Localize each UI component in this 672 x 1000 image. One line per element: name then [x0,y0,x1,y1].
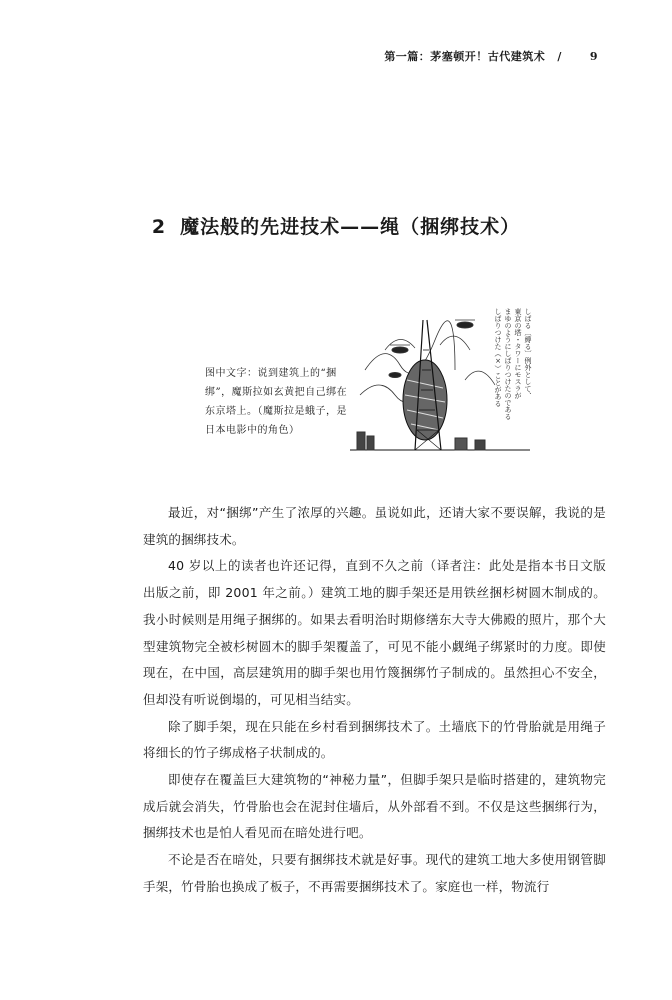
running-header [384,48,598,64]
page-number: 9 [589,50,598,63]
section-number: 2 [151,216,167,238]
section-heading [0,212,672,239]
body-text [143,500,606,901]
figure-japanese-line: まゆのようにしばりつけたのである [504,308,512,420]
figure-japanese-line: しばる〔縛る〕例外として、 [524,308,532,399]
figure-japanese-line: しばりつけた（×）ことがある [494,308,502,407]
figure-japanese-line: 東京の塔・タワーにモスラが [514,308,522,399]
paragraph: 不论是否在暗处，只要有捆绑技术就是好事。现代的建筑工地大多使用钢管脚手架，竹骨胎也换成了板子，不再需要捆绑技术了。家庭也一样，物流行 [143,852,606,894]
paragraph: 最近，对“捆绑”产生了浓厚的兴趣。虽说如此，还请大家不要误解，我说的是建筑的捆绑技术。 [143,505,606,547]
chapter-title: 第一篇：茅塞顿开！古代建筑术 [384,50,546,63]
paragraph: 40 岁以上的读者也许还记得，直到不久之前（译者注：此处是指本书日文版出版之前，即 2001 年之前。）建筑工地的脚手架还是用铁丝捆杉树圆木制成的。我小时候则是用绳子捆绑的。如果去看明治时期修缮东大寺大佛殿的照片，那个大型建筑物完全被杉树圆木的脚手架覆盖了，可见不能小觑绳子绑紧时的力度。即使现在，在中国，高层建筑用的脚手架也用竹篾捆绑竹子制成的。虽然担心不安全，但却没有听说倒塌的，可见相当结实。 [143,558,606,707]
paragraph: 即使存在覆盖巨大建筑物的“神秘力量”，但脚手架只是临时搭建的，建筑物完成后就会消失，竹骨胎也会在泥封住墙后，从外部看不到。不仅是这些捆绑行为，捆绑技术也是怕人看见而在暗处进行吧。 [143,772,606,841]
paragraph: 除了脚手架，现在只能在乡村看到捆绑技术了。土墙底下的竹骨胎就是用绳子将细长的竹子绑成格子状制成的。 [143,718,606,761]
header-separator: / [557,50,562,63]
mothra-tokyo-tower-illustration [345,300,535,460]
section-title: 魔法般的先进技术——绳（捆绑技术） [180,216,521,238]
figure-caption: 图中文字：说到建筑上的“捆绑”，魔斯拉如玄黄把自己绑在东京塔上。（魔斯拉是蛾子，是日本电影中的角色） [205,368,348,436]
